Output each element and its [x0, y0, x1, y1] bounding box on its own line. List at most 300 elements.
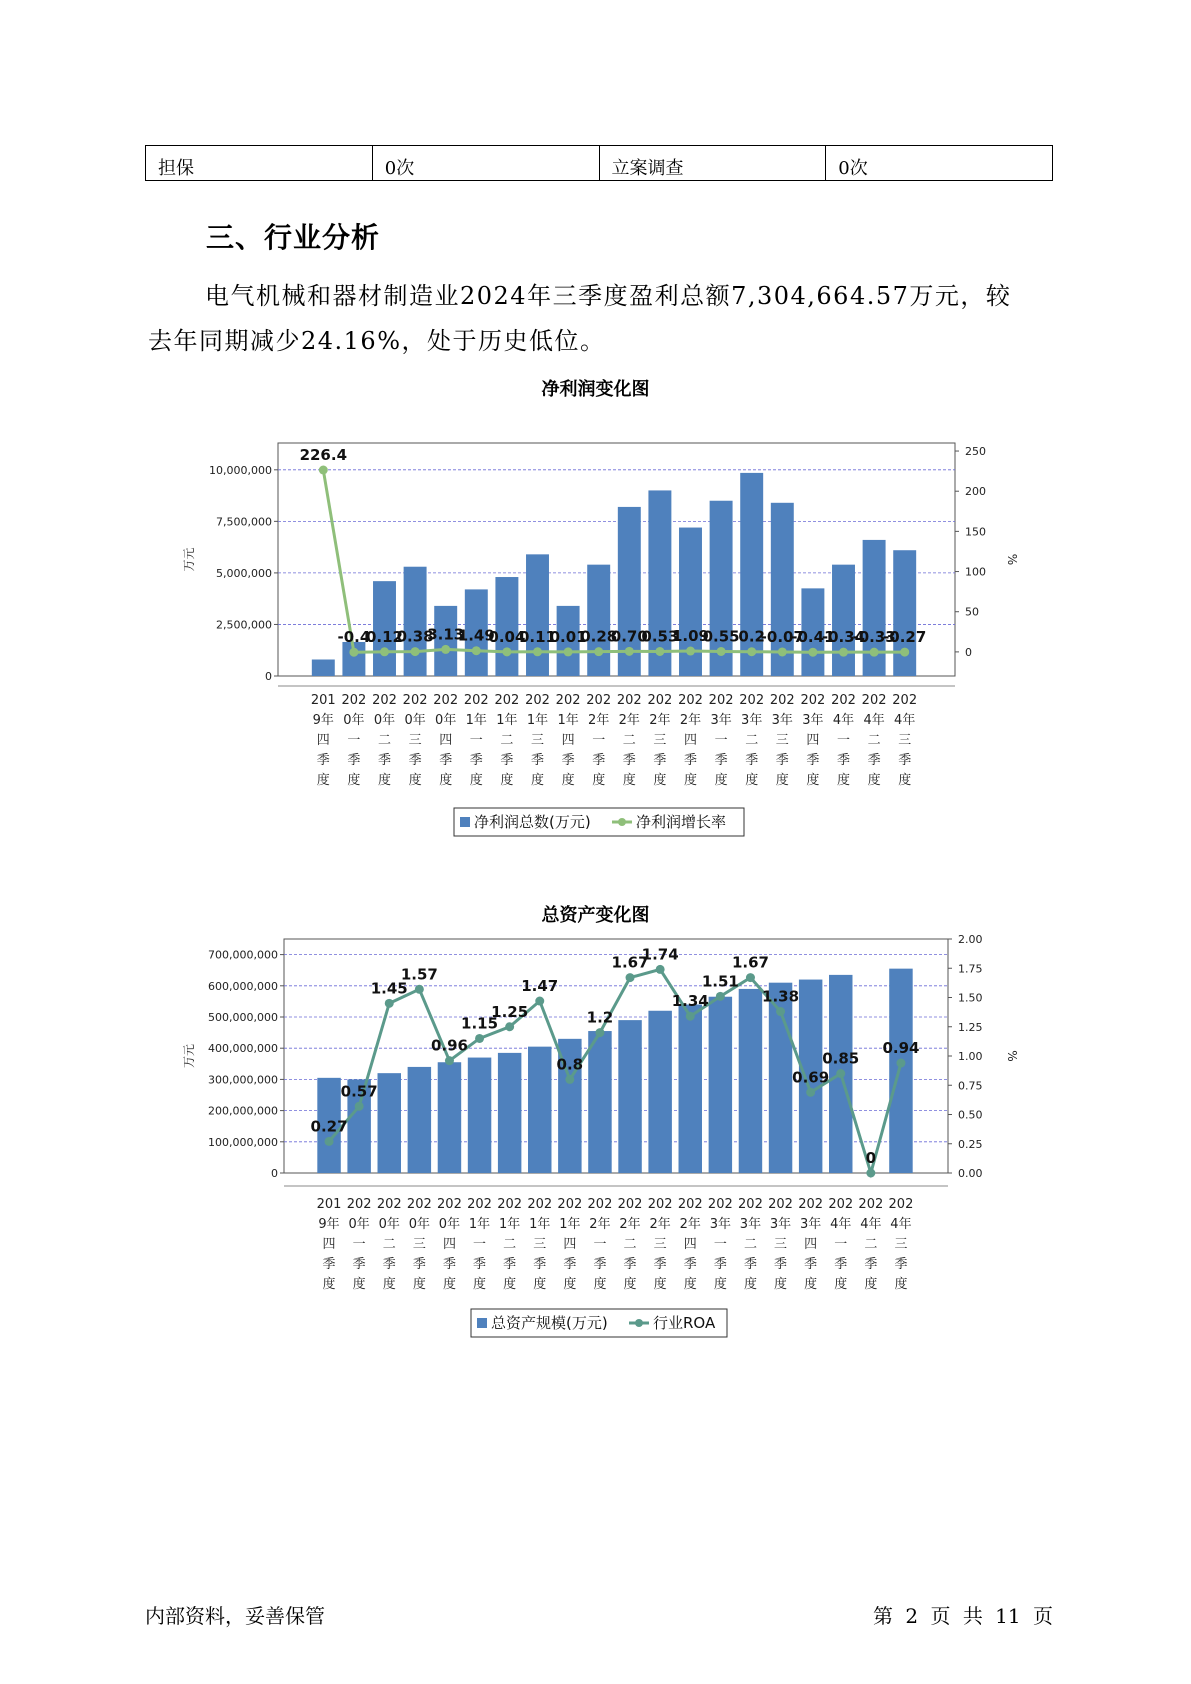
x-tick-label: 四: [806, 733, 820, 748]
x-tick-label: 0年: [408, 1217, 430, 1232]
bar: [438, 1062, 461, 1173]
x-tick-label: 4年: [894, 713, 916, 728]
x-tick-label: 季: [894, 1257, 908, 1272]
y-axis-label: 万元: [182, 547, 196, 572]
y-tick-label: 0: [271, 1167, 278, 1180]
info-table: [145, 145, 1053, 181]
legend-label: 行业ROA: [653, 1314, 716, 1332]
x-tick-label: 二: [500, 733, 514, 748]
x-tick-label: 202: [437, 1197, 462, 1212]
y-tick-label: 400,000,000: [208, 1042, 278, 1056]
x-tick-label: 度: [352, 1277, 366, 1292]
x-tick-label: 2年: [589, 1217, 611, 1232]
x-tick-label: 202: [525, 693, 550, 708]
legend-label: 净利润总数(万元): [474, 813, 591, 831]
x-tick-label: 202: [768, 1197, 793, 1212]
x-tick-label: 度: [743, 1277, 757, 1292]
x-tick-label: 季: [806, 753, 820, 768]
x-tick-label: 202: [557, 1197, 583, 1212]
x-tick-label: 季: [530, 753, 545, 768]
x-tick-label: 度: [530, 773, 545, 788]
x-tick-label: 202: [467, 1197, 492, 1212]
bar: [587, 565, 610, 676]
x-tick-label: 季: [745, 753, 759, 768]
data-label: 226.4: [299, 445, 348, 464]
data-point: [595, 1028, 604, 1037]
x-tick-label: 202: [831, 693, 856, 708]
y-tick-label: 500,000,000: [208, 1011, 278, 1024]
data-label: 0.85: [822, 1049, 860, 1068]
y-tick-label: 600,000,000: [208, 979, 278, 993]
x-tick-label: 四: [561, 733, 575, 748]
x-tick-label: 度: [683, 1277, 697, 1292]
y2-tick-label: 1.75: [958, 962, 983, 976]
x-tick-label: 季: [683, 1257, 697, 1272]
x-tick-label: 季: [623, 1257, 637, 1272]
x-tick-label: 202: [376, 1197, 402, 1212]
x-tick-label: 一: [347, 733, 361, 748]
x-tick-label: 4年: [863, 713, 885, 728]
data-point: [411, 647, 420, 656]
x-tick-label: 度: [347, 773, 361, 788]
x-tick-label: 季: [593, 1257, 607, 1272]
x-tick-label: 202: [341, 693, 367, 708]
x-tick-label: 度: [593, 1277, 607, 1292]
bar: [739, 989, 762, 1173]
x-tick-label: 202: [372, 693, 397, 708]
x-tick-label: 202: [708, 693, 734, 708]
x-tick-label: 季: [834, 1257, 848, 1272]
data-point: [746, 973, 755, 982]
data-point: [385, 999, 394, 1008]
x-tick-label: 二: [382, 1237, 396, 1252]
y-tick-label: 5,000,000: [216, 566, 272, 580]
x-tick-label: 1年: [529, 1217, 551, 1232]
x-tick-label: 一: [592, 733, 606, 748]
x-tick-label: 三: [530, 733, 545, 748]
data-label: 0.27: [310, 1117, 348, 1136]
x-tick-label: 202: [527, 1197, 553, 1212]
bar: [468, 1058, 491, 1173]
paragraph-line: 电气机械和器材制造业2024年三季度盈利总额7,304,664.57万元，较: [205, 282, 1012, 310]
data-point: [716, 992, 725, 1001]
y-tick-label: 0: [265, 670, 272, 683]
x-tick-label: 0年: [378, 1217, 400, 1232]
x-tick-label: 4年: [890, 1217, 912, 1232]
x-tick-label: 0年: [435, 713, 457, 728]
x-tick-label: 四: [804, 1237, 818, 1252]
x-tick-label: 3年: [769, 1217, 792, 1232]
x-tick-label: 3年: [710, 713, 732, 728]
data-point: [325, 1137, 334, 1146]
y2-tick-label: 0: [965, 645, 972, 659]
data-point: [415, 985, 424, 994]
x-tick-label: 季: [775, 753, 789, 768]
x-tick-label: 季: [412, 1257, 426, 1272]
data-label: 0.55: [702, 627, 740, 646]
data-point: [319, 465, 328, 474]
data-point: [445, 1056, 454, 1065]
x-tick-label: 季: [442, 1257, 456, 1272]
x-tick-label: 度: [500, 773, 514, 788]
data-label: 1.47: [521, 977, 559, 996]
x-tick-label: 度: [806, 773, 820, 788]
total-assets-chart: [0, 928, 1191, 1348]
bar: [648, 1011, 671, 1173]
x-tick-label: 0年: [438, 1217, 461, 1232]
x-tick-label: 季: [500, 753, 514, 768]
data-point: [564, 647, 573, 656]
x-tick-label: 季: [408, 753, 422, 768]
data-label: 0.94: [882, 1039, 920, 1058]
y2-tick-label: 1.25: [958, 1020, 983, 1034]
x-tick-label: 202: [647, 693, 673, 708]
x-tick-label: 202: [647, 1197, 673, 1212]
bar: [404, 567, 427, 676]
x-tick-label: 季: [322, 1257, 336, 1272]
data-point: [533, 647, 542, 656]
x-tick-label: 度: [804, 1277, 818, 1292]
x-tick-label: 季: [563, 1257, 577, 1272]
data-label: 1.38: [762, 987, 800, 1006]
x-tick-label: 度: [713, 1277, 727, 1292]
x-tick-label: 度: [533, 1277, 547, 1292]
data-label: 0.2: [738, 627, 765, 646]
x-tick-label: 2年: [619, 1217, 641, 1232]
x-tick-label: 季: [473, 1257, 487, 1272]
x-tick-label: 2年: [649, 1217, 671, 1232]
x-tick-label: 二: [623, 1237, 637, 1252]
bar: [679, 1005, 702, 1173]
x-tick-label: 四: [683, 1237, 697, 1252]
data-label: 1.51: [701, 972, 739, 991]
table-row: [146, 146, 1053, 181]
x-tick-label: 季: [653, 1257, 667, 1272]
x-tick-label: 度: [898, 773, 912, 788]
legend-label: 总资产规模(万元): [491, 1314, 608, 1332]
data-point: [565, 1075, 574, 1084]
footer-page-number: 第 2 页 共 11 页: [873, 1604, 1053, 1628]
x-tick-label: 202: [555, 693, 581, 708]
data-point: [836, 1069, 845, 1078]
y2-tick-label: 0.25: [958, 1137, 983, 1151]
data-point: [686, 647, 695, 656]
data-point: [535, 997, 544, 1006]
legend-label: 净利润增长率: [636, 813, 727, 831]
x-tick-label: 三: [775, 733, 789, 748]
data-label: 0.96: [430, 1036, 468, 1055]
x-tick-label: 202: [402, 693, 428, 708]
x-tick-label: 度: [412, 1277, 426, 1292]
table-cell: 立案调查: [599, 146, 826, 181]
x-tick-label: 季: [352, 1257, 366, 1272]
legend-bar-swatch: [477, 1318, 487, 1328]
data-label: 0: [865, 1149, 877, 1167]
data-label: -0.4: [337, 628, 371, 647]
data-label: 0.28: [580, 627, 618, 646]
y2-tick-label: 0.50: [958, 1108, 983, 1122]
x-tick-label: 度: [316, 773, 330, 788]
x-tick-label: 二: [743, 1237, 757, 1252]
x-tick-label: 1年: [557, 713, 579, 728]
data-label: 0.53: [641, 627, 679, 646]
y2-tick-label: 0.75: [958, 1079, 983, 1093]
x-tick-label: 202: [433, 693, 459, 708]
y2-tick-label: 50: [965, 605, 979, 619]
x-tick-label: 4年: [832, 713, 855, 728]
x-tick-label: 202: [892, 693, 918, 708]
y2-tick-label: 1.50: [958, 991, 983, 1005]
x-tick-label: 9年: [318, 1217, 340, 1232]
x-tick-label: 季: [653, 753, 667, 768]
x-tick-label: 1年: [465, 713, 487, 728]
data-point: [441, 645, 450, 654]
data-label: 1.15: [461, 1014, 499, 1033]
y2-tick-label: 1.00: [958, 1050, 983, 1063]
data-label: 1.49: [457, 626, 495, 645]
x-tick-label: 一: [714, 733, 728, 748]
x-tick-label: 季: [836, 753, 851, 768]
x-tick-label: 1年: [499, 1217, 521, 1232]
y-tick-label: 300,000,000: [208, 1073, 278, 1087]
x-tick-label: 季: [867, 753, 881, 768]
data-point: [625, 647, 634, 656]
section-heading: 三、行业分析: [206, 221, 381, 254]
chart-title: 总资产变化图: [541, 905, 650, 926]
x-tick-label: 度: [836, 773, 851, 788]
x-tick-label: 三: [894, 1237, 908, 1252]
x-tick-label: 202: [858, 1197, 884, 1212]
x-tick-label: 202: [346, 1197, 372, 1212]
x-tick-label: 202: [828, 1197, 854, 1212]
x-tick-label: 一: [836, 733, 851, 748]
bar: [526, 554, 549, 676]
x-tick-label: 2年: [588, 713, 610, 728]
x-tick-label: 度: [894, 1277, 908, 1292]
y-tick-label: 7,500,000: [216, 515, 272, 529]
data-label: 0.11: [518, 627, 557, 646]
data-point: [808, 648, 817, 657]
net-profit-chart: [0, 400, 1191, 840]
data-label: 1.25: [491, 1002, 529, 1021]
x-tick-label: 202: [678, 693, 703, 708]
data-label: 1.09: [671, 627, 710, 646]
x-tick-label: 一: [473, 1237, 487, 1252]
bar: [495, 577, 518, 676]
data-point: [776, 1007, 785, 1016]
data-point: [349, 648, 358, 657]
x-tick-label: 二: [867, 733, 881, 748]
data-point: [806, 1088, 815, 1097]
data-label: 1.67: [731, 953, 769, 972]
footer-confidential: 内部资料，妥善保管: [145, 1604, 325, 1628]
data-point: [656, 965, 665, 974]
x-tick-label: 一: [352, 1237, 366, 1252]
x-tick-label: 202: [738, 1197, 763, 1212]
x-tick-label: 3年: [709, 1217, 731, 1232]
x-tick-label: 度: [322, 1277, 336, 1292]
bar: [378, 1073, 401, 1173]
y-tick-label: 10,000,000: [209, 463, 272, 477]
bar: [498, 1053, 521, 1173]
x-tick-label: 度: [592, 773, 606, 788]
x-tick-label: 3年: [739, 1217, 762, 1232]
data-label: -0.41: [791, 628, 835, 647]
x-tick-label: 四: [442, 1237, 456, 1252]
x-tick-label: 202: [800, 693, 826, 708]
x-tick-label: 二: [622, 733, 636, 748]
bar: [528, 1047, 551, 1173]
y2-tick-label: 2.00: [958, 933, 983, 946]
x-tick-label: 季: [316, 753, 330, 768]
x-tick-label: 3年: [771, 713, 793, 728]
data-point: [355, 1102, 364, 1111]
x-tick-label: 二: [503, 1237, 517, 1252]
data-label: 0.04: [488, 627, 526, 646]
x-tick-label: 季: [774, 1257, 788, 1272]
bar: [618, 1020, 641, 1173]
y-axis-label: 万元: [182, 1043, 196, 1069]
x-tick-label: 0年: [348, 1217, 370, 1232]
x-tick-label: 季: [804, 1257, 818, 1272]
data-label: 1.34: [671, 992, 709, 1011]
x-tick-label: 度: [469, 773, 483, 788]
x-tick-label: 度: [867, 773, 881, 788]
x-tick-label: 度: [377, 773, 392, 788]
x-tick-label: 202: [769, 693, 795, 708]
x-tick-label: 4年: [860, 1217, 882, 1232]
x-tick-label: 3年: [802, 713, 824, 728]
x-tick-label: 202: [677, 1197, 703, 1212]
x-tick-label: 度: [563, 1277, 577, 1292]
x-tick-label: 三: [774, 1237, 788, 1252]
data-point: [686, 1012, 695, 1021]
x-tick-label: 度: [683, 773, 698, 788]
x-tick-label: 4年: [830, 1217, 852, 1232]
x-tick-label: 二: [377, 733, 392, 748]
data-label: 1.45: [370, 979, 408, 998]
x-tick-label: 季: [503, 1257, 517, 1272]
x-tick-label: 四: [563, 1237, 577, 1252]
x-tick-label: 202: [739, 693, 765, 708]
x-tick-label: 四: [316, 733, 330, 748]
x-tick-label: 202: [798, 1197, 824, 1212]
x-tick-label: 202: [586, 693, 612, 708]
y-tick-label: 100,000,000: [208, 1135, 278, 1149]
bar: [408, 1067, 431, 1173]
x-tick-label: 1年: [496, 713, 518, 728]
x-tick-label: 3年: [800, 1217, 822, 1232]
data-point: [626, 973, 635, 982]
x-tick-label: 202: [406, 1197, 432, 1212]
table-cell: 0次: [826, 146, 1053, 181]
x-tick-label: 度: [408, 773, 422, 788]
data-label: 3.13: [427, 625, 465, 644]
x-tick-label: 季: [622, 753, 636, 768]
x-tick-label: 季: [347, 753, 361, 768]
y2-axis-label: %: [1005, 1050, 1019, 1062]
x-tick-label: 一: [593, 1237, 607, 1252]
x-tick-label: 季: [898, 753, 912, 768]
data-point: [472, 646, 481, 655]
legend-line-marker: [635, 1319, 643, 1327]
x-tick-label: 度: [382, 1277, 396, 1292]
x-tick-label: 季: [469, 753, 483, 768]
x-tick-label: 度: [714, 773, 728, 788]
data-label: 1.2: [586, 1008, 614, 1027]
x-tick-label: 度: [561, 773, 575, 788]
y2-axis-label: %: [1005, 553, 1019, 566]
bar: [312, 660, 335, 676]
data-label: 0.69: [792, 1068, 830, 1087]
x-tick-label: 季: [377, 753, 392, 768]
table-cell: 0次: [372, 146, 599, 181]
x-tick-label: 三: [653, 733, 667, 748]
x-tick-label: 三: [408, 733, 422, 748]
x-tick-label: 202: [861, 693, 887, 708]
y2-tick-label: 150: [965, 525, 986, 539]
x-tick-label: 度: [622, 773, 636, 788]
data-point: [896, 1059, 905, 1068]
data-point: [380, 647, 389, 656]
x-tick-label: 一: [834, 1237, 848, 1252]
x-tick-label: 度: [503, 1277, 517, 1292]
data-label: 0.12: [365, 627, 404, 646]
x-tick-label: 度: [653, 1277, 667, 1292]
x-tick-label: 度: [745, 773, 759, 788]
y-tick-label: 200,000,000: [208, 1104, 278, 1118]
x-tick-label: 2年: [679, 713, 702, 728]
x-tick-label: 202: [497, 1197, 523, 1212]
x-tick-label: 202: [616, 693, 642, 708]
x-tick-label: 度: [653, 773, 667, 788]
data-label: 0.8: [556, 1055, 584, 1074]
data-label: 0.57: [340, 1082, 378, 1101]
data-label: 1.67: [611, 953, 649, 972]
body-paragraph: [148, 274, 1056, 364]
bar: [893, 550, 916, 676]
data-label: -0.27: [883, 628, 927, 647]
x-tick-label: 季: [533, 1257, 547, 1272]
x-tick-label: 二: [745, 733, 759, 748]
chart-title: 净利润变化图: [541, 379, 650, 400]
x-tick-label: 202: [494, 693, 520, 708]
x-tick-label: 度: [774, 1277, 788, 1292]
y2-tick-label: 200: [965, 485, 986, 499]
x-tick-label: 季: [714, 753, 728, 768]
y2-tick-label: 0.00: [958, 1167, 983, 1180]
x-tick-label: 三: [898, 733, 912, 748]
data-label: 0.70: [610, 627, 648, 646]
x-tick-label: 202: [463, 693, 489, 708]
x-tick-label: 2年: [679, 1217, 701, 1232]
x-tick-label: 季: [439, 753, 453, 768]
x-tick-label: 三: [653, 1237, 667, 1252]
y2-tick-label: 100: [965, 565, 986, 579]
bar: [889, 969, 912, 1173]
x-tick-label: 3年: [741, 713, 763, 728]
data-point: [747, 647, 756, 656]
table-cell: 担保: [146, 146, 373, 181]
data-label: 0.01: [549, 627, 587, 646]
x-tick-label: 度: [473, 1277, 487, 1292]
data-point: [475, 1034, 484, 1043]
x-tick-label: 202: [707, 1197, 733, 1212]
x-tick-label: 季: [713, 1257, 727, 1272]
x-tick-label: 一: [713, 1237, 727, 1252]
data-label: -0.33: [852, 628, 896, 647]
x-tick-label: 2年: [618, 713, 640, 728]
